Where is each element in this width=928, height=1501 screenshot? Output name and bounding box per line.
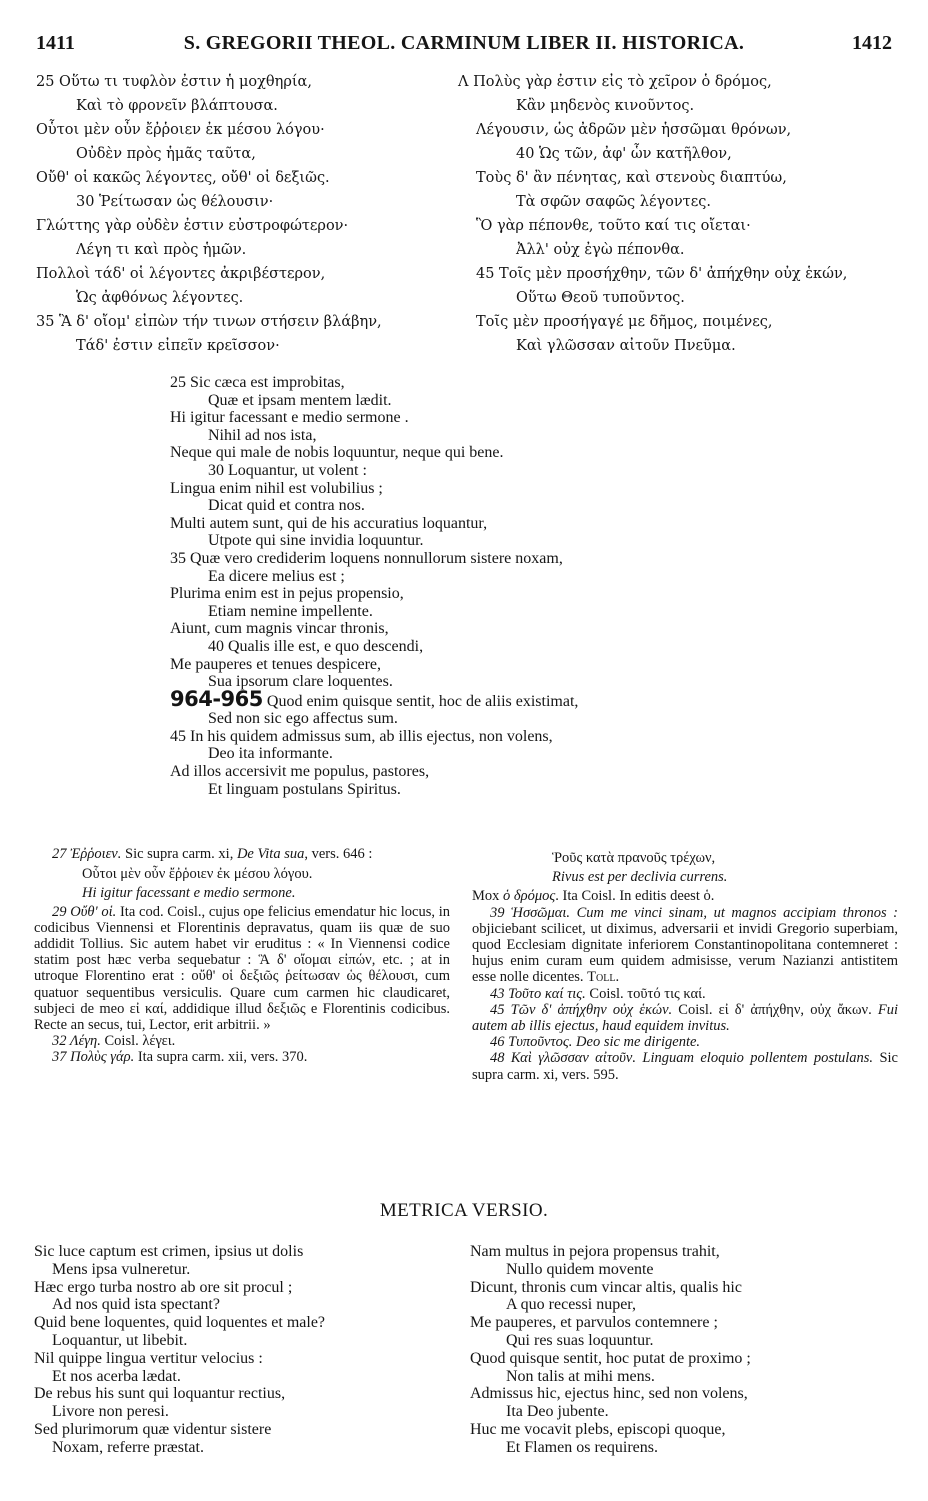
- verse-line: Et nos acerba lædat.: [52, 1367, 181, 1385]
- latin-line: Hi igitur facessant e medio sermone .: [170, 409, 409, 427]
- footnote-lemma: ὁ δρόμος: [503, 888, 556, 905]
- metrica-versio-left: [34, 1243, 454, 1457]
- latin-line: Multi autem sunt, qui de his accuratius loquantur,: [170, 514, 488, 532]
- greek-line: Καὶ τὸ φρονεῖν βλάπτουσα.: [76, 98, 278, 114]
- verse-line: Quod quisque sentit, hoc putat de proximo ;: [470, 1349, 751, 1367]
- latin-line: Lingua enim nihil est volubilius ;: [170, 479, 383, 497]
- greek-line: Ὡς ἀφθόνως λέγοντες.: [76, 290, 244, 306]
- page-number-left: 1411: [36, 32, 75, 54]
- footnote: 46 Τυποῦντος. Deo sic me dirigente.: [490, 1034, 701, 1051]
- verse-line: De rebus his sunt qui loquantur rectius,: [34, 1385, 286, 1403]
- footnote-lemma: 46 Τυποῦντος.: [490, 1034, 573, 1051]
- footnote-lemma: 48 Καὶ γλῶσσαν αἰτοῦν.: [490, 1050, 636, 1067]
- latin-line: Aiunt, cum magnis vincar thronis,: [170, 620, 389, 638]
- footnotes-right: [472, 850, 898, 1083]
- footnotes-left: [34, 846, 450, 1066]
- footnote-lemma: 29 Οὔθ' οἱ.: [52, 903, 117, 920]
- latin-line: Sua ipsorum clare loquentes.: [208, 673, 393, 691]
- footnote-lemma: 32 Λέγη.: [52, 1033, 101, 1050]
- footnote-lemma: 43 Τοῦτο καί τις.: [490, 985, 586, 1002]
- verse-line: Hæc ergo turba nostro ab ore sit procul ;: [34, 1278, 293, 1296]
- greek-line: 25 Οὕτω τι τυφλὸν ἐστιν ἡ μοχθηρία,: [36, 74, 312, 90]
- footnote: 43 Τοῦτο καί τις. Coisl. τοῦτό τις καί.: [490, 985, 706, 1002]
- greek-line: Τοὺς δ' ἂν πένητας, καὶ στενοὺς διαπτύω,: [476, 170, 787, 186]
- latin-line: Et linguam postulans Spiritus.: [208, 780, 401, 798]
- latin-line: 25 Sic cæca est improbitas,: [170, 374, 345, 391]
- footnote: 32 Λέγη. Coisl. λέγει.: [52, 1033, 176, 1050]
- verse-line: Me pauperes, et parvulos contemnere ;: [470, 1314, 718, 1332]
- footnote: 27 Ἐῤῥοιεν. Sic supra carm. xi, De Vita sua, vers. 646 :: [52, 846, 373, 862]
- column-number-marker: 964-965: [170, 686, 263, 711]
- footnote-quote-latin: Hi igitur facessant e medio sermone.: [82, 885, 296, 902]
- footnote-lemma: 27 Ἐῤῥοιεν.: [52, 846, 122, 862]
- verse-line: Qui res suas loquuntur.: [506, 1331, 654, 1349]
- verse-line: Ad nos quid ista spectant?: [52, 1296, 220, 1314]
- verse-line: Non talis at mihi mens.: [506, 1367, 655, 1385]
- footnote: 45 Τῶν δ' ἀπήχθην οὐχ ἑκών. Coisl. εἰ δ' ἀπήχθην, οὐχ ἄκων. Fui autem ab illis ejectus, haud equidem invitus.: [472, 1001, 898, 1035]
- verse-line: Livore non peresi.: [52, 1403, 169, 1421]
- greek-line: Οὕτω Θεοῦ τυποῦντος.: [516, 290, 685, 306]
- latin-line: Utpote qui sine invidia loquuntur.: [208, 532, 424, 550]
- latin-translation: [170, 374, 770, 798]
- footnote-lemma: 37 Πολὺς γάρ.: [52, 1049, 135, 1066]
- verse-line: Noxam, referre præstat.: [52, 1438, 204, 1456]
- latin-line: Dicat quid et contra nos.: [208, 497, 365, 515]
- latin-line: Nihil ad nos ista,: [208, 426, 317, 444]
- greek-text-left: [36, 70, 456, 358]
- latin-line: 35 Quæ vero crediderim loquens nonnullorum sistere noxam,: [170, 549, 563, 567]
- verse-line: Nil quippe lingua vertitur velocius :: [34, 1349, 263, 1367]
- footnote-lemma: 45 Τῶν δ' ἀπήχθην οὐχ ἑκών.: [490, 1001, 673, 1018]
- verse-line: Huc me vocavit plebs, episcopi quoque,: [470, 1420, 726, 1438]
- greek-line: Τοῖς μὲν προσήγαγέ με δῆμος, ποιμένες,: [476, 314, 773, 330]
- greek-line: Καὶ γλῶσσαν αἰτοῦν Πνεῦμα.: [516, 338, 736, 354]
- verse-line: Mens ipsa vulneretur.: [52, 1260, 191, 1278]
- latin-line: 40 Qualis ille est, e quo descendi,: [208, 637, 424, 655]
- footnote-quote: Οὗτοι μὲν οὖν ἔῤῥοιεν ἐκ μέσου λόγου.: [82, 866, 313, 883]
- verse-line: Admissus hic, ejectus hinc, sed non volens,: [470, 1385, 748, 1403]
- greek-text-right: [458, 70, 898, 358]
- footnote: 39 Ἡσσῶμαι. Cum me vinci sinam, ut magnos accipiam thronos : objiciebant scilicet, ut diximus, adversarii et invidi Gregorio superbiam, quod Ecclesiam dignitate inferiorem Constantinopolitana contemneret : hujus enim curam eum quidem admisisse, verum Nazianzi antistitem esse nolle dicentes. Toll.: [472, 904, 898, 986]
- footnote: 48 Καὶ γλῶσσαν αἰτοῦν. Linguam eloquio pollentem postulans. Sic supra carm. xi, vers. 595.: [472, 1050, 898, 1083]
- metrica-versio-right: [470, 1243, 900, 1457]
- greek-line: Λέγη τι καὶ πρὸς ἡμῶν.: [76, 242, 247, 258]
- footnote-lemma: 39 Ἡσσῶμαι.: [490, 904, 571, 921]
- latin-line: Quæ et ipsam mentem lædit.: [208, 391, 392, 409]
- footnote-quote-latin: Rivus est per declivia currens.: [552, 869, 728, 886]
- greek-line: Οὗτοι μὲν οὖν ἔῤῥοιεν ἐκ μέσου λόγου·: [36, 122, 325, 138]
- greek-line: Πολλοὶ τάδ' οἱ λέγοντες ἀκριβέστερον,: [36, 266, 326, 282]
- section-title: METRICA VERSIO.: [379, 1200, 549, 1221]
- latin-line: Etiam nemine impellente.: [208, 602, 373, 620]
- latin-line: Sed non sic ego affectus sum.: [208, 710, 398, 728]
- footnote: Mox ὁ δρόμος. Ita Coisl. In editis deest ὁ.: [472, 888, 715, 905]
- footnote-quote: Ῥοῦς κατὰ πρανοῦς τρέχων,: [552, 850, 716, 866]
- verse-line: Sic luce captum est crimen, ipsius ut dolis: [34, 1243, 304, 1260]
- greek-line: Ὃ γὰρ πέπονθε, τοῦτο καί τις οἴεται·: [476, 218, 751, 234]
- greek-line: Ἀλλ' οὐχ ἐγὼ πέπονθα.: [516, 242, 685, 258]
- greek-line: Λέγουσιν, ὡς ἀδρῶν μὲν ἡσσῶμαι θρόνων,: [476, 122, 792, 138]
- verse-line: Et Flamen os requirens.: [506, 1438, 658, 1456]
- footnote: 37 Πολὺς γάρ. Ita supra carm. xii, vers. 370.: [52, 1049, 308, 1066]
- page-number-right: 1412: [852, 32, 892, 54]
- latin-line: Plurima enim est in pejus propensio,: [170, 585, 404, 603]
- greek-line: Οὐδὲν πρὸς ἡμᾶς ταῦτα,: [76, 146, 256, 162]
- greek-line: 30 Ῥείτωσαν ὡς θέλουσιν·: [76, 194, 274, 210]
- greek-line: Οὔθ' οἱ κακῶς λέγοντες, οὔθ' οἱ δεξιῶς.: [36, 170, 330, 186]
- greek-line: Γλώττης γὰρ οὐδὲν ἐστιν εὐστροφώτερον·: [36, 218, 349, 234]
- latin-line: Me pauperes et tenues despicere,: [170, 655, 382, 673]
- verse-line: Nam multus in pejora propensus trahit,: [470, 1243, 720, 1260]
- verse-line: A quo recessi nuper,: [506, 1296, 636, 1314]
- latin-line-text: Quod enim quisque sentit, hoc de aliis existimat,: [266, 692, 579, 710]
- greek-line: Κἂν μηδενὸς κινοῦντος.: [516, 98, 695, 114]
- greek-line: 45 Τοῖς μὲν προσήχθην, τῶν δ' ἀπήχθην οὐχ ἑκών,: [476, 266, 848, 282]
- verse-line: Dicunt, thronis cum vincar altis, qualis hic: [470, 1278, 742, 1296]
- running-title: S. GREGORII THEOL. CARMINUM LIBER II. HISTORICA.: [183, 32, 745, 54]
- greek-line: 40 Ὡς τῶν, ἀφ' ὧν κατῆλθον,: [516, 146, 732, 162]
- latin-line: Ad illos accersivit me populus, pastores,: [170, 763, 430, 781]
- verse-line: Quid bene loquentes, quid loquentes et male?: [34, 1314, 326, 1332]
- latin-line: 30 Loquantur, ut volent :: [208, 461, 367, 479]
- verse-line: Nullo quidem movente: [506, 1260, 654, 1278]
- greek-line: Λ Πολὺς γὰρ ἐστιν εἰς τὸ χεῖρον ὁ δρόμος,: [458, 74, 772, 90]
- latin-line: [170, 686, 770, 711]
- greek-line: Τὰ σφῶν σαφῶς λέγοντες.: [516, 194, 711, 210]
- verse-line: Ita Deo jubente.: [506, 1403, 609, 1421]
- latin-line: Neque qui male de nobis loquuntur, neque qui bene.: [170, 444, 504, 462]
- verse-line: Loquantur, ut libebit.: [52, 1331, 188, 1349]
- verse-line: Sed plurimorum quæ videntur sistere: [34, 1420, 272, 1438]
- latin-line: Deo ita informante.: [208, 745, 333, 763]
- footnote: 29 Οὔθ' οἱ. Ita cod. Coisl., cujus ope felicius emendatur hic locus, in codicibus Viennensi et Florentinis depravatus, quam iis quæ de suo addidit Tollius. Sic autem habet vir eruditus : « In Viennensi codice statim post hæc verba sequebatur : Ἃ δ' οἴομαι εἰπών, etc. ; at in utroque Florentino erat : οὔθ' οἱ δεξιῶς ῥείτωσαν ὡς θέλουσι, cum quatuor sequentibus versiculis. Quare cum carmen hic claudicaret, subjeci de meo εἰ καί, addidique illud δεξιῶς e Florentinis codicibus. Recte an secus, tui, Lector, erit arbitrii. »: [34, 903, 450, 1034]
- latin-line: Ea dicere melius est ;: [208, 567, 345, 585]
- latin-line: 45 In his quidem admissus sum, ab illis ejectus, non volens,: [170, 727, 553, 745]
- page-header: [30, 32, 898, 60]
- greek-line: 35 Ἃ δ' οἴομ' εἰπὼν τήν τινων στήσειν βλάβην,: [36, 314, 382, 330]
- greek-line: Τάδ' ἐστιν εἰπεῖν κρεῖσσον·: [76, 338, 280, 354]
